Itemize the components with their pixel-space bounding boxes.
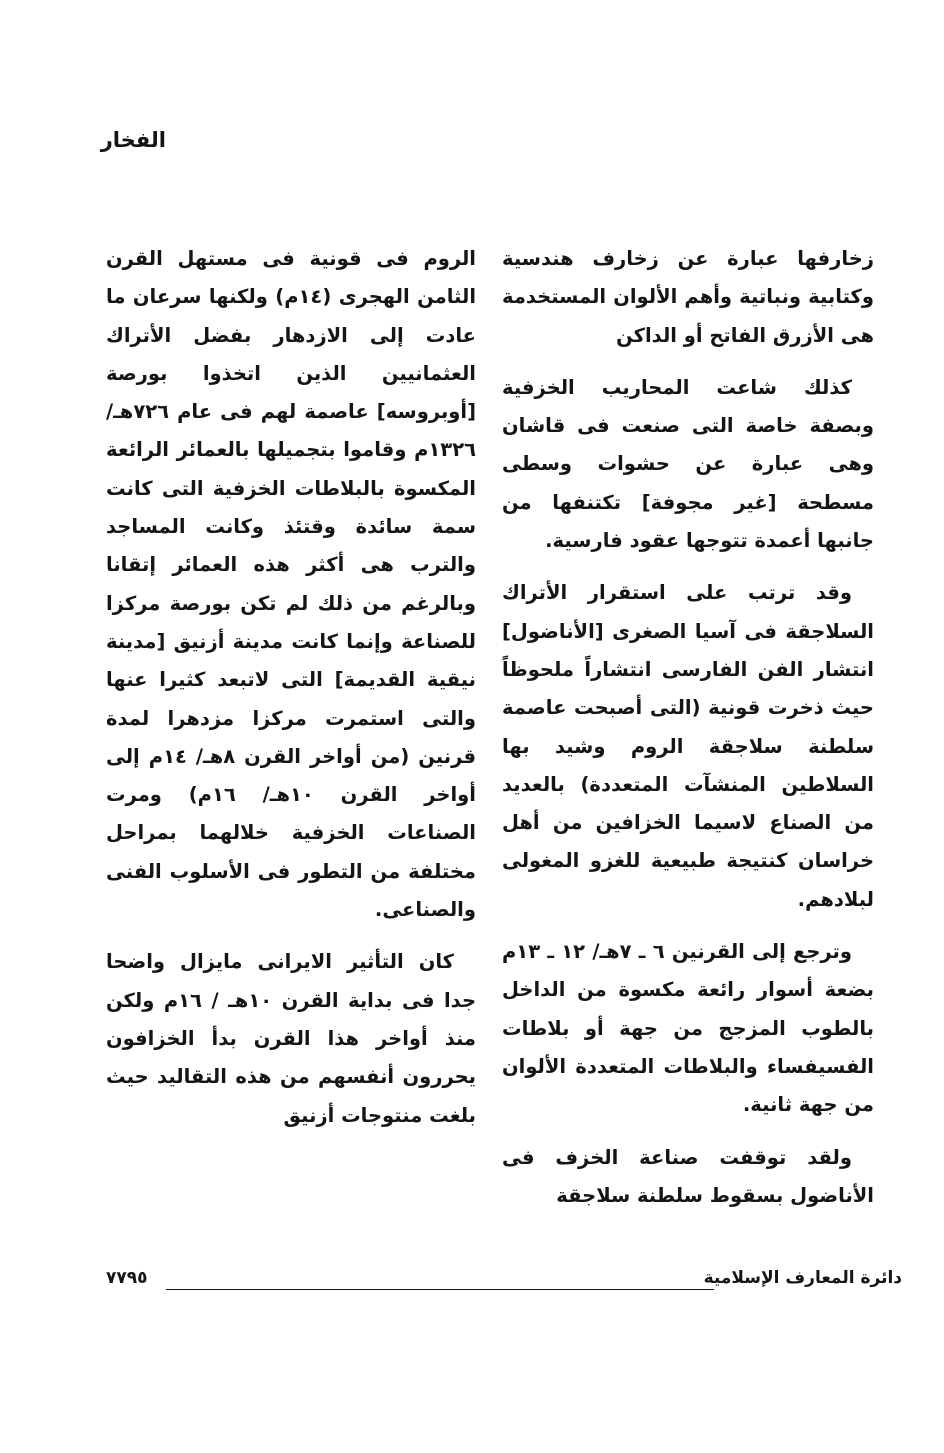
text-column-left bbox=[106, 240, 476, 1149]
paragraph: وقد ترتب على استقرار الأتراك السلاجقة فى آسيا الصغرى [الأناضول] انتشار الفن الفارسى انتشاراً ملحوظاً حيث ذخرت قونية (التى أصبحت عاصمة سلطنة سلاجقة الروم وشيد بها السلاطين المنشآت المتعددة) بالعديد من الصناع لاسيما الخزافين من أهل خراسان كنتيجة طبيعية للغزو المغولى لبلادهم. bbox=[502, 581, 874, 911]
paragraph: وترجع إلى القرنين ٦ ـ ٧هـ/ ١٢ ـ ١٣م بضعة أسوار رائعة مكسوة من الداخل بالطوب المزجج من جهة أو بلاطات الفسيفساء والبلاطات المتعددة الألوان من جهة ثانية. bbox=[502, 940, 874, 1117]
running-head-title: الفخار bbox=[100, 128, 166, 152]
footer-encyclopedia-title: دائرة المعارف الإسلامية bbox=[703, 1268, 902, 1288]
footer-rule bbox=[166, 1289, 714, 1290]
paragraph: كذلك شاعت المحاريب الخزفية وبصفة خاصة التى صنعت فى قاشان وهى عبارة عن حشوات وسطى مسطحة [غير مجوفة] تكتنفها من جانبها أعمدة تتوجها عقود فارسية. bbox=[502, 375, 874, 553]
page-footer bbox=[106, 1268, 902, 1298]
paragraph: ولقد توقفت صناعة الخزف فى الأناضول بسقوط سلطنة سلاجقة bbox=[502, 1145, 874, 1207]
text-column-right bbox=[502, 240, 874, 1229]
page-number: ٧٧٩٥ bbox=[106, 1268, 148, 1288]
paragraph: زخارفها عبارة عن زخارف هندسية وكتابية ونباتية وأهم الألوان المستخدمة هى الأزرق الفاتح أو الداكن bbox=[502, 247, 874, 347]
paragraph: كان التأثير الايرانى مايزال واضحا جدا فى بداية القرن ١٠هـ / ١٦م ولكن منذ أواخر هذا القرن بدأ الخزافون يحررون أنفسهم من هذه التقاليد حيث بلغت منتوجات أزنيق bbox=[106, 950, 476, 1127]
paragraph: الروم فى قونية فى مستهل القرن الثامن الهجرى (١٤م) ولكنها سرعان ما عادت إلى الازدهار بفضل الأتراك العثمانيين الذين اتخذوا بورصة [أوبروسه] عاصمة لهم فى عام ٧٢٦هـ/١٣٢٦م وقاموا بتجميلها بالعمائر الرائعة المكسوة بالبلاطات الخزفية التى كانت سمة سائدة وقتئذ وكانت المساجد والترب هى أكثر هذه العمائر إتقانا وبالرغم من ذلك لم تكن بورصة مركزا للصناعة وإنما كانت مدينة أزنيق [مدينة نيقية القديمة] التى لاتبعد كثيرا عنها والتى استمرت مركزا مزدهرا لمدة قرنين (من أواخر القرن ٨هـ/ ١٤م إلى أواخر القرن ١٠هـ/ ١٦م) ومرت الصناعات الخزفية خلالهما بمراحل مختلفة من التطور فى الأسلوب الفنى والصناعى. bbox=[106, 247, 476, 922]
